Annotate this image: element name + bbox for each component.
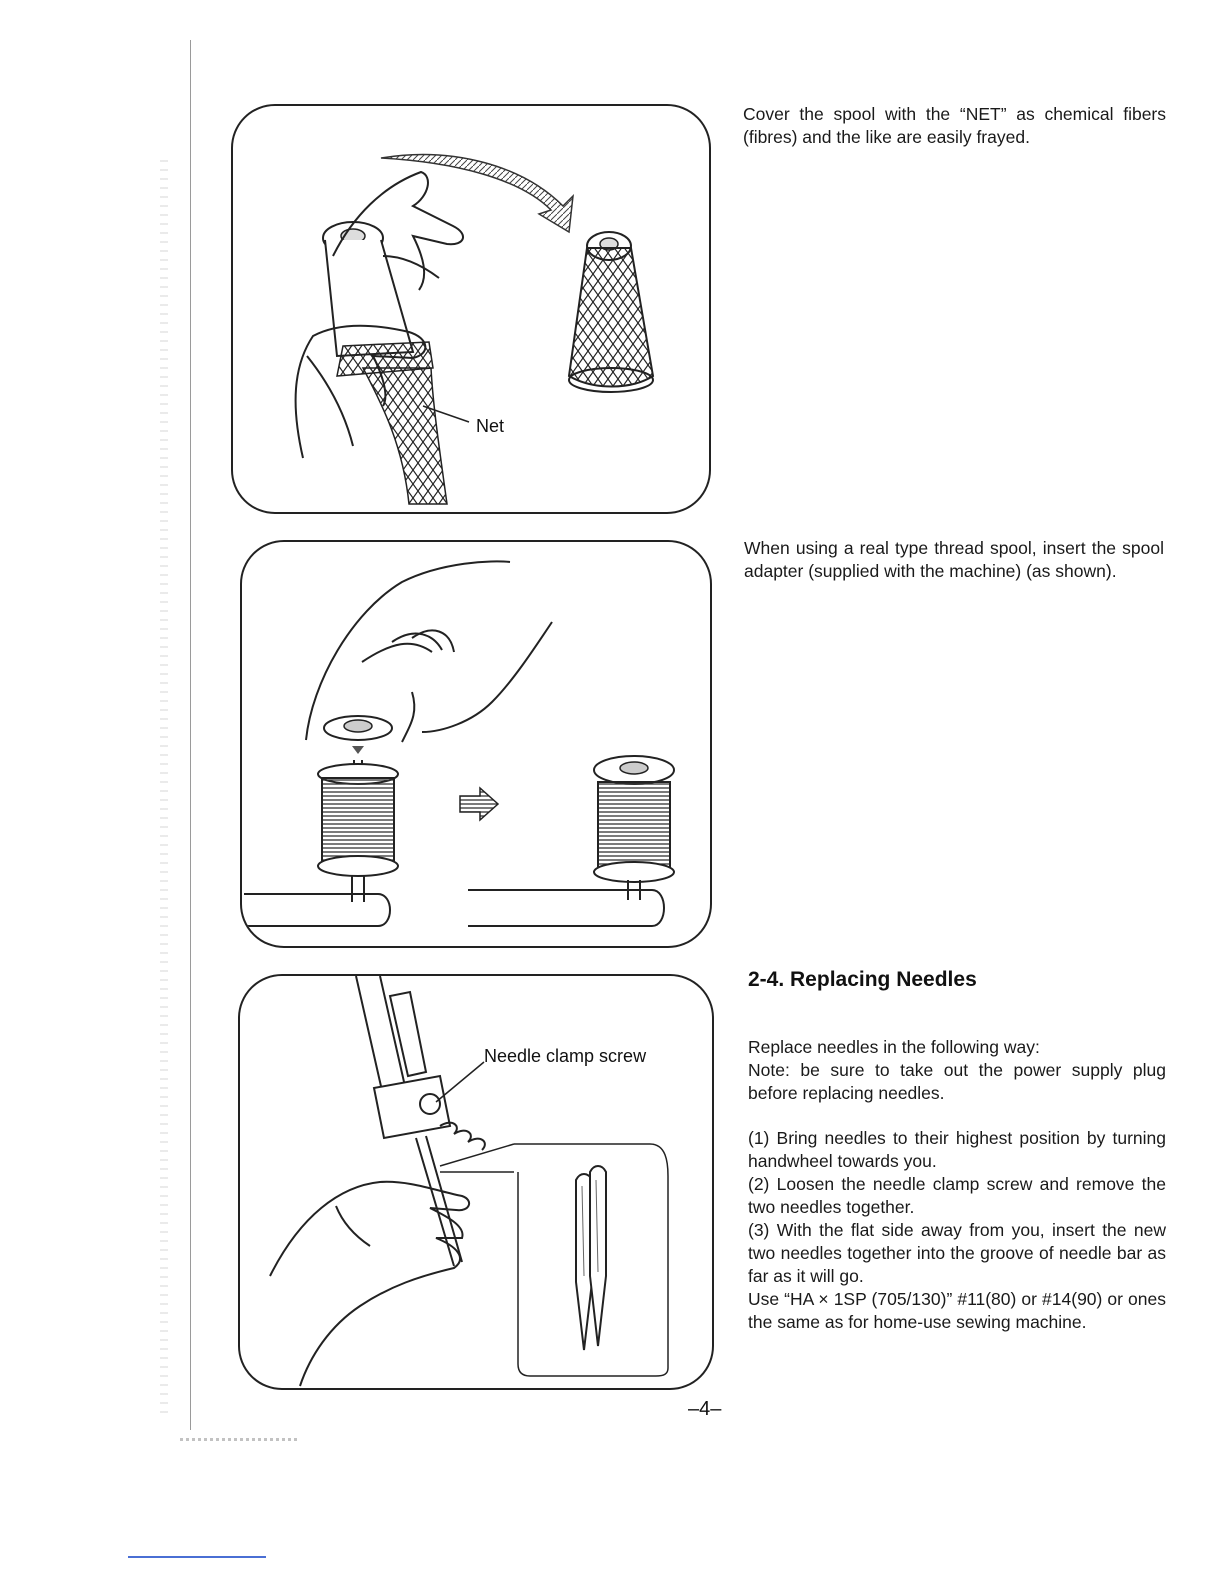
adapter-instruction-text: When using a real type thread spool, insert the spool adapter (supplied with the machine) (as shown). <box>744 538 1164 581</box>
needle-replacement-illustration-panel <box>238 974 714 1390</box>
net-illustration <box>233 106 709 512</box>
needle-clamp-screw-callout-label: Needle clamp screw <box>484 1046 647 1066</box>
net-instruction-paragraph <box>743 103 1166 149</box>
page-number: –4– <box>688 1398 722 1420</box>
note-line: Note: be sure to take out the power supply plug before replacing needles. <box>748 1060 1166 1103</box>
spool-adapter-illustration-panel <box>240 540 712 948</box>
binding-margin-line <box>190 40 191 1430</box>
scan-artifact <box>180 1438 300 1441</box>
footer-rule <box>128 1556 266 1558</box>
intro-line: Replace needles in the following way: <box>748 1037 1040 1057</box>
step-3: (3) With the flat side away from you, insert the new two needles together into the groove of needle bar as far as it will go. <box>748 1220 1166 1286</box>
needle-replacement-illustration <box>240 976 712 1388</box>
right-arrow-icon <box>460 788 498 820</box>
scan-speckle <box>160 160 168 1420</box>
step-1: (1) Bring needles to their highest position by turning handwheel towards you. <box>748 1128 1166 1171</box>
down-arrow-icon <box>352 746 364 754</box>
curved-arrow-icon <box>381 155 573 232</box>
clamp-screw-icon <box>420 1094 440 1114</box>
needle-type-line: Use “HA × 1SP (705/130)” #11(80) or #14(90) or ones the same as for home-use sewing machine. <box>748 1289 1166 1332</box>
net-callout-label: Net <box>476 416 505 436</box>
section-heading: 2-4. Replacing Needles <box>748 968 977 991</box>
step-2: (2) Loosen the needle clamp screw and remove the two needles together. <box>748 1174 1166 1217</box>
spool-adapter-illustration <box>242 542 710 946</box>
adapter-instruction-paragraph <box>744 537 1164 583</box>
net-illustration-panel <box>231 104 711 514</box>
replacing-needles-body <box>748 1036 1166 1334</box>
net-instruction-text: Cover the spool with the “NET” as chemical fibers (fibres) and the like are easily frayed. <box>743 104 1166 147</box>
